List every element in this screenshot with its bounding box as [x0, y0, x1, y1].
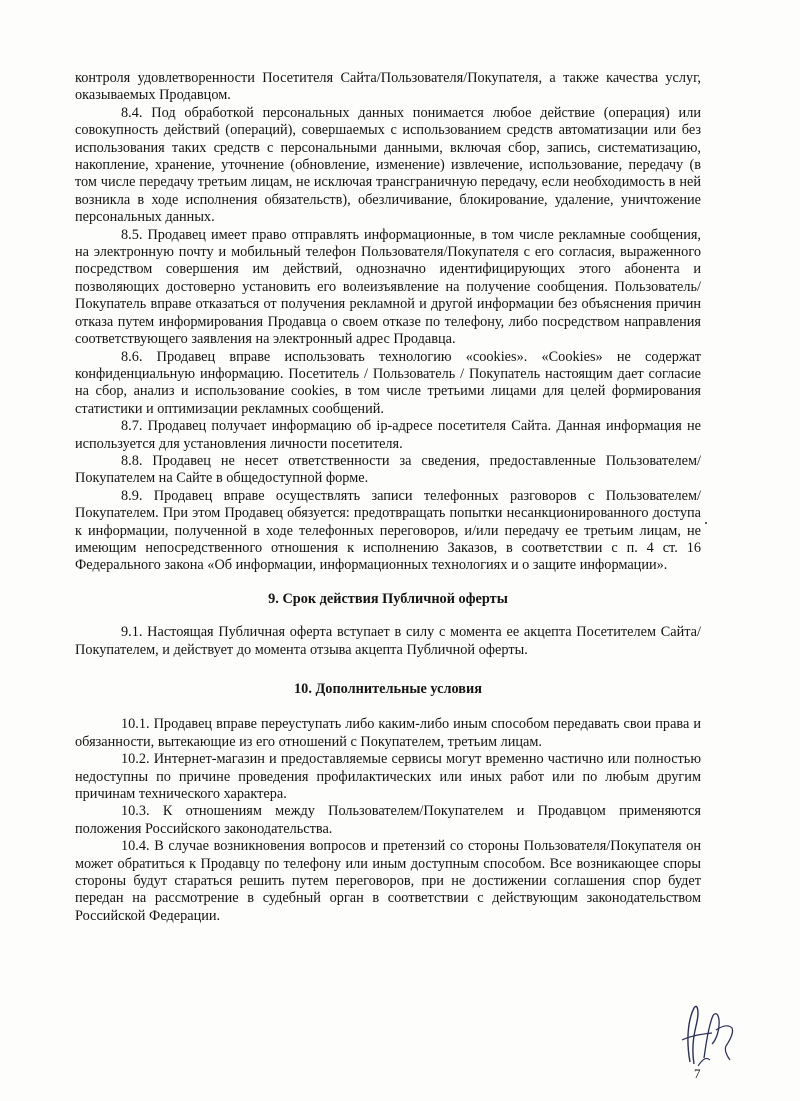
paragraph-10-1: 10.1. Продавец вправе переуступать либо каким-либо иным способом передавать свои права и обязанности, вытекающие из его отношений с Покупателем, третьим лицам. [75, 716, 701, 750]
paragraph-8-8: 8.8. Продавец не несет ответственности за сведения, предоставленные Пользователем/Покупателем на Сайте в общедоступной форме. [75, 452, 701, 487]
paragraph-10-2: 10.2. Интернет-магазин и предоставляемые сервисы могут временно частично или полностью недоступны по причине проведения профилактических или иных работ или по любым другим причинам технического характера. [75, 751, 701, 803]
paragraph-continuation: контроля удовлетворенности Посетителя Сайта/Пользователя/Покупателя, а также качества услуг, оказываемых Продавцом. [75, 70, 701, 104]
page-number: 7 [694, 1066, 701, 1081]
handwritten-signature [672, 1000, 742, 1070]
paragraph-9-1: 9.1. Настоящая Публичная оферта вступает в силу с момента ее акцепта Посетителем Сайта/Покупателем, и действует до момента отзыва акцепта Публичной оферты. [75, 624, 701, 658]
paragraph-8-7: 8.7. Продавец получает информацию об ip-адресе посетителя Сайта. Данная информация не используется для установления личности посетителя. [75, 418, 701, 452]
paragraph-10-3: 10.3. К отношениям между Пользователем/Покупателем и Продавцом применяются положения Российского законодательства. [75, 803, 701, 837]
paragraph-8-9: 8.9. Продавец вправе осуществлять записи телефонных разговоров с Пользователем/Покупателем. При этом Продавец обязуется: предотвращать попытки несанкционированного доступа к информации, полученной в ходе телефонных переговоров, и/или передачу ее третьим лицам, не имеющим непосредственного отношения к исполнению Заказов, в соответствии с п. 4 ст. 16 Федерального закона «Об информации, информационных технологиях и о защите информации». [75, 487, 701, 574]
stray-mark [705, 522, 707, 524]
paragraph-8-5: 8.5. Продавец имеет право отправлять информационные, в том числе рекламные сообщения, на электронную почту и мобильный телефон Пользователя/Покупателя с его согласия, выраженного посредством совершения им действий, однозначно идентифицирующих этого абонента и позволяющих достоверно установить его волеизъявление на получение сообщения. Пользователь/Покупатель вправе отказаться от получения рекламной и другой информации без объяснения причин отказа путем информирования Продавца о своем отказе по телефону, либо посредством направления соответствующего заявления на электронный адрес Продавца. [75, 226, 701, 348]
paragraph-8-6: 8.6. Продавец вправе использовать технологию «cookies». «Cookies» не содержат конфиденциальную информацию. Посетитель / Пользователь / Покупатель настоящим дает согласие на сбор, анализ и использование cookies, в том числе третьими лицами для целей формирования статистики и оптимизации рекламных сообщений. [75, 348, 701, 417]
paragraph-8-4: 8.4. Под обработкой персональных данных понимается любое действие (операция) или совокупность действий (операций), совершаемых с использованием средств автоматизации или без использования таких средств с персональными данными, включая сбор, запись, систематизацию, накопление, хранение, уточнение (обновление, изменение) извлечение, использование, передачу (в том числе передачу третьим лицам, не исключая трансграничную передачу, если необходимость в ней возникла в ходе исполнения обязательств), обезличивание, блокирование, удаление, уничтожение персональных данных. [75, 104, 701, 226]
section-10-heading: 10. Дополнительные условия [294, 681, 482, 697]
paragraph-10-4: 10.4. В случае возникновения вопросов и претензий со стороны Пользователя/Покупателя он может обратиться к Продавцу по телефону или иным доступным способом. Все возникающее споры стороны будут стараться решить путем переговоров, при не достижении соглашения спор будет передан на рассмотрение в судебный орган в соответствии с действующим законодательством Российской Федерации. [75, 838, 701, 924]
section-9-heading: 9. Срок действия Публичной оферты [268, 590, 508, 607]
document-body [75, 70, 701, 925]
